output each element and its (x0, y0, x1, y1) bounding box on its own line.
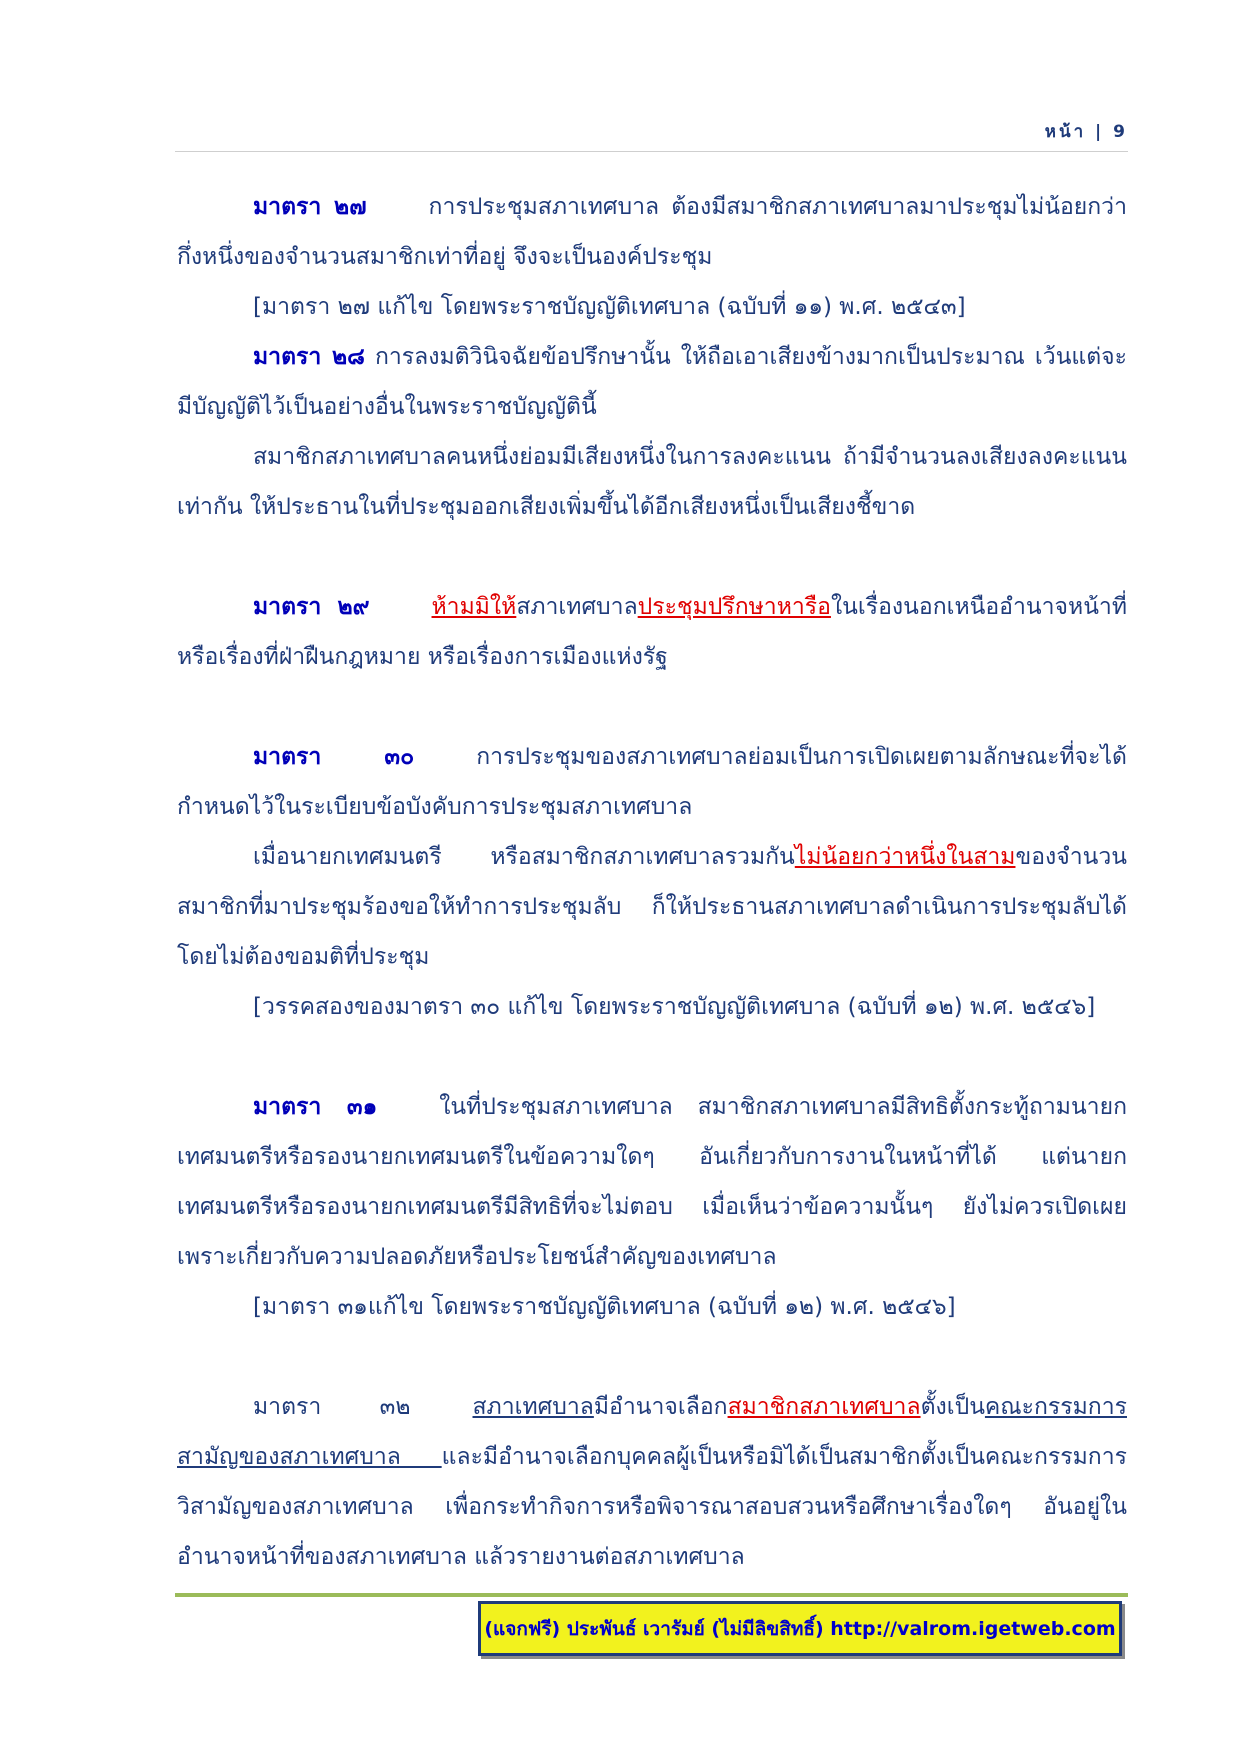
section-32 (177, 1382, 1127, 1582)
section-29-subject: สภาเทศบาล (516, 594, 638, 620)
section-27-label: มาตรา ๒๗ (253, 194, 367, 220)
section-32-emphasis-council: สภาเทศบาล (472, 1394, 594, 1420)
section-32-text-c: และมีอำนาจเลือกบุคคลผู้เป็นหรือมิได้เป็นสมาชิกตั้งเป็นคณะกรรมการวิสามัญของสภาเทศบาล เพื่อกระทำกิจการหรือพิจารณาสอบสวนหรือศึกษาเรื่องใดๆ อันอยู่ในอำนาจหน้าที่ของสภาเทศบาล แล้วรายงานต่อสภาเทศบาล (177, 1444, 1127, 1570)
section-31-label: มาตรา ๓๑ (253, 1094, 378, 1120)
footer-divider (175, 1593, 1128, 1597)
section-27-amendment-note: [มาตรา ๒๗ แก้ไข โดยพระราชบัญญัติเทศบาล (ฉบับที่ ๑๑) พ.ศ. ๒๕๔๓] (253, 294, 966, 320)
section-30-text: การประชุมของสภาเทศบาลย่อมเป็นการเปิดเผยตามลักษณะที่จะได้กำหนดไว้ในระเบียบข้อบังคับการประชุมสภาเทศบาล (177, 744, 1127, 820)
section-29-emphasis-prohibit: ห้ามมิให้ (431, 594, 517, 620)
section-30-p2-start: เมื่อนายกเทศมนตรี หรือสมาชิกสภาเทศบาลรวมกัน (253, 844, 795, 870)
section-28-text: การลงมติวินิจฉัยข้อปรึกษานั้น ให้ถือเอาเสียงข้างมากเป็นประมาณ เว้นแต่จะมีบัญญัติไว้เป็นอย่างอื่นในพระราชบัญญัตินี้ (177, 344, 1128, 420)
section-28-paragraph-2: สมาชิกสภาเทศบาลคนหนึ่งย่อมมีเสียงหนึ่งในการลงคะแนน ถ้ามีจำนวนลงเสียงลงคะแนนเท่ากัน ให้ประธานในที่ประชุมออกเสียงเพิ่มขึ้นได้อีกเสียงหนึ่งเป็นเสียงชี้ขาด (177, 444, 1127, 520)
footer-credit-box (478, 1601, 1122, 1656)
section-29 (177, 582, 1127, 682)
section-30-amendment-note: [วรรคสองของมาตรา ๓๐ แก้ไข โดยพระราชบัญญัติเทศบาล (ฉบับที่ ๑๒) พ.ศ. ๒๕๔๖] (253, 994, 1096, 1020)
page-number: หน้า | 9 (1044, 122, 1128, 142)
section-30-label: มาตรา ๓๐ (253, 744, 415, 770)
section-31 (177, 1082, 1127, 1282)
section-30-paragraph-2 (177, 832, 1127, 982)
section-30-p2-end: ของจำนวนสมาชิกที่มาประชุมร้องขอให้ทำการประชุมลับ ก็ให้ประธานสภาเทศบาลดำเนินการประชุมลับได้โดยไม่ต้องขอมติที่ประชุม (177, 844, 1127, 970)
header-divider (175, 151, 1128, 152)
section-31-text: ในที่ประชุมสภาเทศบาล สมาชิกสภาเทศบาลมีสิทธิตั้งกระทู้ถามนายกเทศมนตรีหรือรองนายกเทศมนตรีในข้อความใดๆ อันเกี่ยวกับการงานในหน้าที่ได้ แต่นายกเทศมนตรีหรือรองนายกเทศมนตรีมีสิทธิที่จะไม่ตอบ เมื่อเห็นว่าข้อความนั้นๆ ยังไม่ควรเปิดเผยเพราะเกี่ยวกับความปลอดภัยหรือประโยชน์สำคัญของเทศบาล (177, 1094, 1127, 1270)
section-30 (177, 732, 1127, 832)
section-29-label: มาตรา ๒๙ (253, 594, 370, 620)
section-32-emphasis-committee: คณะกรรมการสามัญของสภาเทศบาล (177, 1394, 1127, 1470)
section-27 (177, 182, 1127, 282)
section-29-emphasis-deliberate: ประชุมปรึกษาหารือ (637, 594, 831, 620)
section-27-text: การประชุมสภาเทศบาล ต้องมีสมาชิกสภาเทศบาลมาประชุมไม่น้อยกว่ากึ่งหนึ่งของจำนวนสมาชิกเท่าที่อยู่ จึงจะเป็นองค์ประชุม (177, 194, 1127, 270)
section-32-text-b: ตั้งเป็น (920, 1394, 985, 1420)
section-32-label: มาตรา ๓๒ (253, 1394, 411, 1420)
footer-credit-text: (แจกฟรี) ประพันธ์ เวารัมย์ (ไม่มีลิขสิทธิ์) http://valrom.igetweb.com (484, 1617, 1116, 1640)
document-body (177, 182, 1127, 1582)
section-32-text-a: มีอำนาจเลือก (593, 1394, 728, 1420)
section-30-emphasis-one-third: ไม่น้อยกว่าหนึ่งในสาม (794, 844, 1016, 870)
section-28 (177, 332, 1127, 432)
section-32-emphasis-members: สมาชิกสภาเทศบาล (727, 1394, 921, 1420)
section-28-label: มาตรา ๒๘ (253, 344, 365, 370)
section-31-amendment-note: [มาตรา ๓๑แก้ไข โดยพระราชบัญญัติเทศบาล (ฉบับที่ ๑๒) พ.ศ. ๒๕๔๖] (253, 1294, 956, 1320)
section-29-text: ในเรื่องนอกเหนืออำนาจหน้าที่หรือเรื่องที่ฝ่าฝืนกฎหมาย หรือเรื่องการเมืองแห่งรัฐ (177, 594, 1127, 670)
